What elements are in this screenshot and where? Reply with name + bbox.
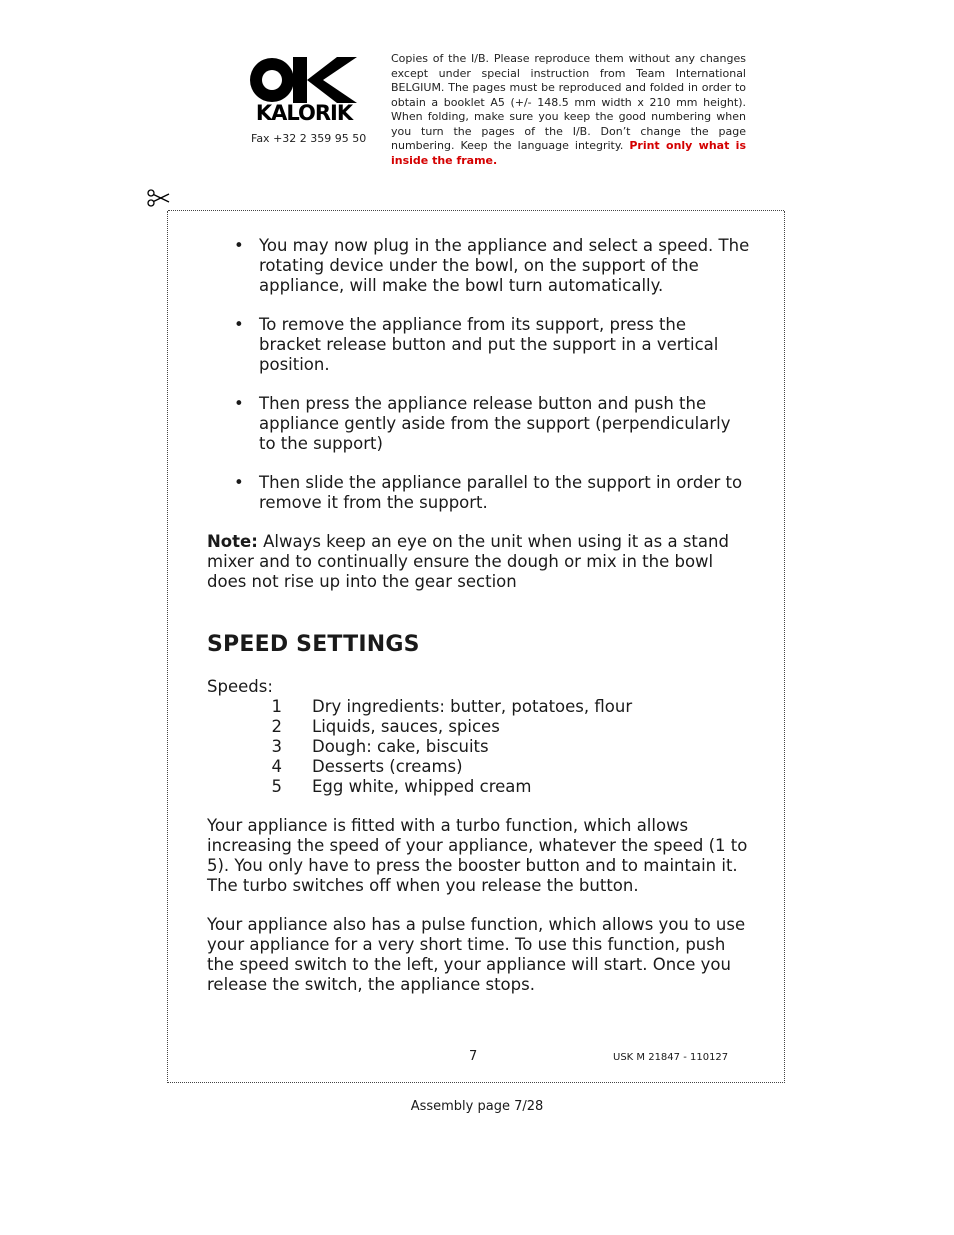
speeds-label: Speeds: [207,677,273,696]
note-paragraph [207,532,752,592]
speed-row [207,777,752,797]
note-label: Note: [207,532,258,551]
speed-number: 5 [271,777,282,796]
note-text: Always keep an eye on the unit when using it as a stand mixer and to continually ensure the dough or mix in the bowl does not rise up into the gear section [207,532,729,591]
speed-list [207,697,752,797]
list-item [207,473,752,513]
list-item [207,315,752,375]
notice-text: Copies of the I/B. Please reproduce them without any changes except under special instruction from Team International BELGIUM. The pages must be reproduced and folded in order to obtain a booklet A5 (+/- 148.5 mm width x 210 mm height). When folding, make sure you keep the good numbering when you turn the pages of the I/B. Don’t change the page numbering. Keep the language integrity. [391,52,746,152]
page-content [207,236,752,1014]
pulse-paragraph: Your appliance also has a pulse function, which allows you to use your appliance for a very short time. To use this function, push the speed switch to the left, your appliance will start. Once you release the switch, the appliance stops. [207,915,746,994]
speed-row [207,697,752,717]
bullet-icon: • [234,236,244,255]
list-item-text: To remove the appliance from its support, press the bracket release button and put the support in a vertical position. [259,315,719,374]
speed-description: Desserts (creams) [312,757,463,776]
reproduction-notice [391,52,746,168]
list-item [207,236,752,296]
notice-emphasis: Print only what is inside the frame [391,139,746,167]
speed-row [207,757,752,777]
kalorik-logo [249,55,359,125]
bullet-icon: • [234,473,244,492]
list-item-text: Then slide the appliance parallel to the support in order to remove it from the support. [259,473,743,512]
notice-end: . [493,153,498,167]
kalorik-logo-mark-icon [249,55,357,105]
speed-row [207,737,752,757]
fax-number: Fax +32 2 359 95 50 [251,132,367,145]
speed-description: Dry ingredients: butter, potatoes, flour [312,697,633,716]
page-number: 7 [469,1049,478,1064]
instruction-list [207,236,752,513]
logo-wordmark: KALORIK [255,101,353,125]
assembly-page-label: Assembly page 7/28 [410,1099,544,1114]
speed-description: Dough: cake, biscuits [312,737,489,756]
document-code: USK M 21847 - 110127 [613,1052,729,1063]
speed-row [207,717,752,737]
scissors-icon [146,189,170,207]
speed-description: Egg white, whipped cream [312,777,532,796]
speed-description: Liquids, sauces, spices [312,717,500,736]
speed-number: 2 [271,717,282,736]
section-heading: SPEED SETTINGS [207,632,420,657]
turbo-paragraph: Your appliance is fitted with a turbo function, which allows increasing the speed of your appliance, whatever the speed (1 to 5). You only have to press the booster button and to maintain it. The turbo switches off when you release the button. [207,816,748,895]
bullet-icon: • [234,394,244,413]
bullet-icon: • [234,315,244,334]
speed-number: 3 [271,737,282,756]
list-item-text: Then press the appliance release button and push the appliance gently aside from the support (perpendicularly to the support) [259,394,731,453]
list-item-text: You may now plug in the appliance and select a speed. The rotating device under the bowl, on the support of the appliance, will make the bowl turn automatically. [259,236,750,295]
list-item [207,394,752,454]
speed-number: 1 [271,697,282,716]
speed-number: 4 [271,757,282,776]
